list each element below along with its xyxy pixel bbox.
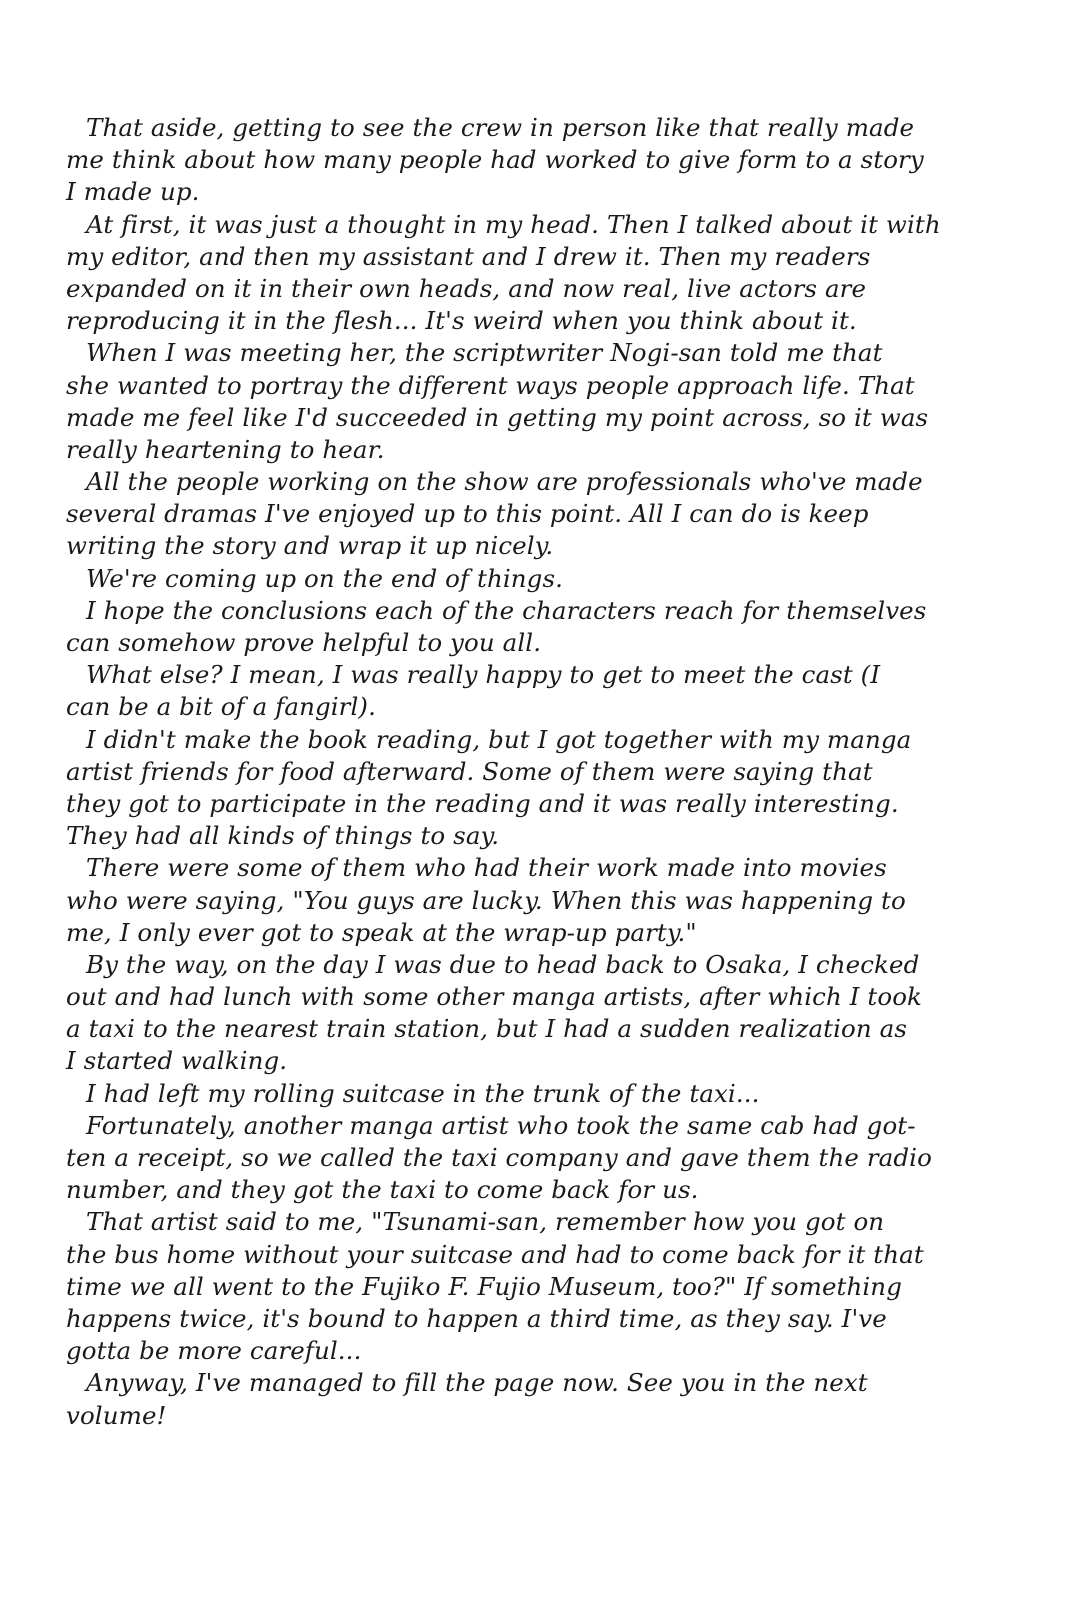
- paragraph: [66, 466, 986, 563]
- text-line: At first, it was just a thought in my head. Then I talked about it with: [86, 209, 941, 239]
- text-line: can be a bit of a fangirl).: [66, 692, 376, 722]
- text-line: out and had lunch with some other manga artists, after which I took: [66, 982, 923, 1012]
- paragraph: [66, 209, 986, 338]
- text-line: Fortunately, another manga artist who took the same cab had got-: [86, 1110, 916, 1140]
- text-line: ten a receipt, so we called the taxi company and gave them the radio: [66, 1143, 932, 1172]
- text-line: By the way, on the day I was due to head back to Osaka, I checked: [86, 949, 920, 979]
- text-line: That artist said to me, "Tsunami-san, remember how you got on: [86, 1207, 885, 1237]
- text-line: volume!: [66, 1400, 167, 1430]
- text-line: artist friends for food afterward. Some of them were saying that: [66, 756, 873, 786]
- text-line: the bus home without your suitcase and had to come back for it that: [66, 1239, 924, 1269]
- text-line: What else? I mean, I was really happy to get to meet the cast (I: [86, 660, 881, 690]
- paragraph: [66, 949, 986, 1078]
- paragraph: [66, 337, 986, 466]
- text-line: made me feel like I'd succeeded in getting my point across, so it was: [66, 402, 929, 432]
- text-line: I had left my rolling suitcase in the trunk of the taxi...: [86, 1078, 760, 1108]
- paragraph: [66, 724, 986, 853]
- text-line: who were saying, "You guys are lucky. When this was happening to: [66, 885, 906, 915]
- paragraph: [66, 1367, 986, 1431]
- paragraph: [66, 1110, 986, 1207]
- text-line: We're coming up on the end of things.: [86, 563, 564, 593]
- text-line: Anyway, I've managed to fill the page now. See you in the next: [86, 1368, 868, 1398]
- text-line: expanded on it in their own heads, and now real, live actors are: [66, 273, 867, 303]
- text-line: time we all went to the Fujiko F. Fujio Museum, too?" If something: [66, 1271, 902, 1301]
- text-line: happens twice, it's bound to happen a third time, as they say. I've: [66, 1303, 887, 1333]
- paragraph: [66, 659, 986, 723]
- paragraph: [66, 112, 986, 209]
- text-line: they got to participate in the reading and it was really interesting.: [66, 788, 899, 818]
- text-line: me, I only ever got to speak at the wrap-up party.": [66, 917, 697, 947]
- paragraph: [66, 852, 986, 949]
- text-line: can somehow prove helpful to you all.: [66, 628, 542, 657]
- text-line: a taxi to the nearest train station, but I had a sudden realization as: [66, 1014, 908, 1044]
- text-line: several dramas I've enjoyed up to this point. All I can do is keep: [66, 499, 869, 529]
- text-line: I made up.: [66, 177, 200, 207]
- text-line: They had all kinds of things to say.: [66, 821, 500, 851]
- paragraph: [66, 1206, 986, 1367]
- paragraph: [66, 595, 986, 659]
- text-line: I started walking.: [66, 1046, 288, 1076]
- text-line: reproducing it in the flesh... It's weird when you think about it.: [66, 306, 857, 336]
- text-line: me think about how many people had worked to give form to a story: [66, 145, 924, 175]
- text-line: When I was meeting her, the scriptwriter Nogi-san told me that: [86, 338, 883, 368]
- text-line: my editor, and then my assistant and I drew it. Then my readers: [66, 241, 871, 271]
- text-line: writing the story and wrap it up nicely.: [66, 531, 554, 561]
- text-line: All the people working on the show are professionals who've made: [86, 467, 923, 497]
- paragraph: [66, 1078, 986, 1110]
- paragraph: [66, 563, 986, 595]
- text-line: There were some of them who had their work made into movies: [86, 853, 887, 883]
- text-line: That aside, getting to see the crew in person like that really made: [86, 113, 915, 142]
- text-line: she wanted to portray the different ways people approach life. That: [66, 370, 915, 400]
- text-line: I didn't make the book reading, but I got together with my manga: [86, 724, 912, 754]
- text-line: I hope the conclusions each of the characters reach for themselves: [86, 595, 927, 625]
- text-line: gotta be more careful...: [66, 1336, 362, 1366]
- text-line: number, and they got the taxi to come back for us.: [66, 1175, 699, 1205]
- text-line: really heartening to hear.: [66, 434, 385, 464]
- handwritten-note-text: [66, 112, 986, 1432]
